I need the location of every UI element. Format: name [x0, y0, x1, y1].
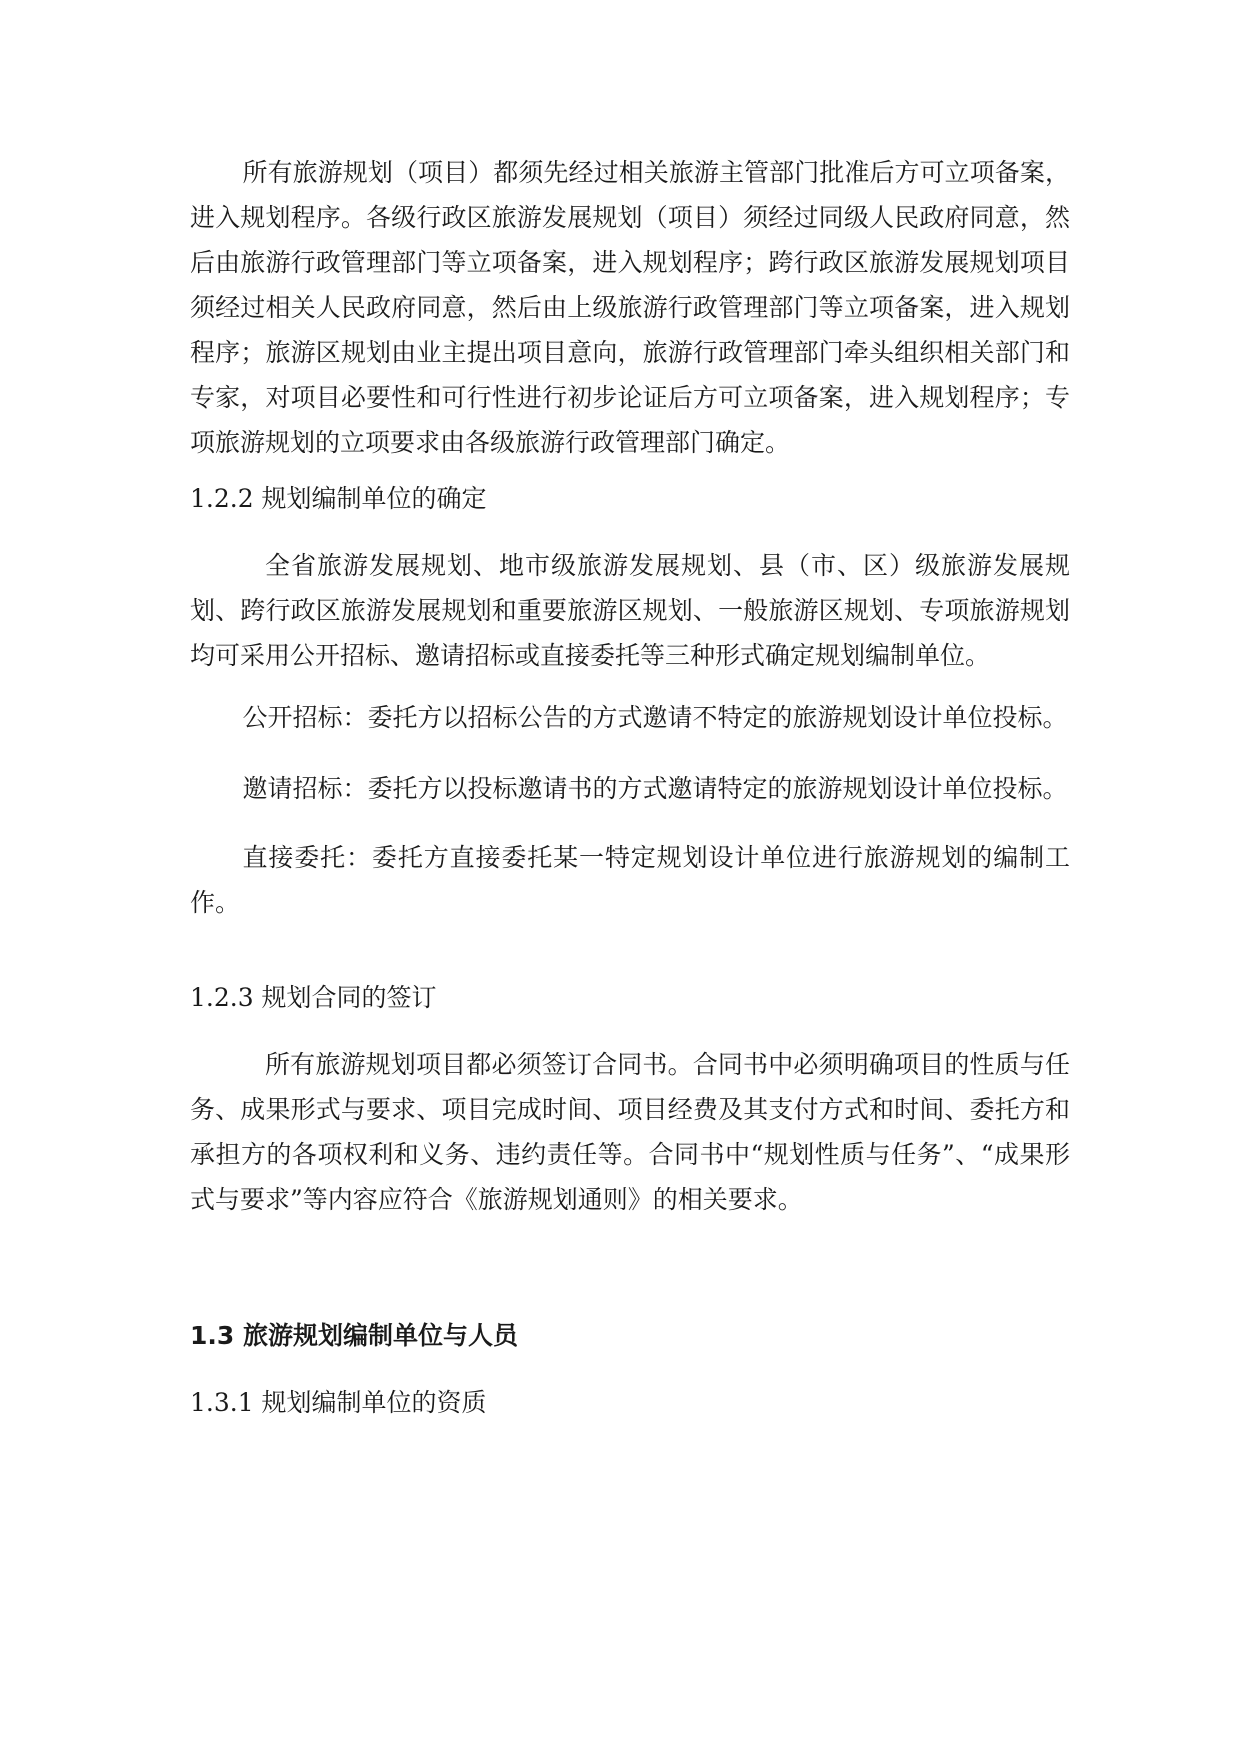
- paragraph-contract: 所有旅游规划项目都必须签订合同书。合同书中必须明确项目的性质与任务、成果形式与要求、项目完成时间、项目经费及其支付方式和时间、委托方和承担方的各项权利和义务、违约责任等。合同书中“规划性质与任务”、“成果形式与要求”等内容应符合《旅游规划通则》的相关要求。: [190, 1050, 1070, 1214]
- paragraph-open-tender: 公开招标：委托方以招标公告的方式邀请不特定的旅游规划设计单位投标。: [242, 703, 1068, 732]
- paragraph-direct-commission: 直接委托：委托方直接委托某一特定规划设计单位进行旅游规划的编制工作。: [190, 843, 1070, 917]
- heading-1-2-2: 1.2.2 规划编制单位的确定: [190, 484, 487, 513]
- paragraph-unit-selection: 全省旅游发展规划、地市级旅游发展规划、县（市、区）级旅游发展规划、跨行政区旅游发展规划和重要旅游区规划、一般旅游区规划、专项旅游规划均可采用公开招标、邀请招标或直接委托等三种形式确定规划编制单位。: [190, 551, 1070, 670]
- paragraph-invited-tender: 邀请招标：委托方以投标邀请书的方式邀请特定的旅游规划设计单位投标。: [242, 774, 1068, 803]
- heading-1-2-3: 1.2.3 规划合同的签订: [190, 983, 437, 1012]
- paragraph-project-approval: 所有旅游规划（项目）都须先经过相关旅游主管部门批准后方可立项备案，进入规划程序。各级行政区旅游发展规划（项目）须经过同级人民政府同意，然后由旅游行政管理部门等立项备案，进入规划程序；跨行政区旅游发展规划项目须经过相关人民政府同意，然后由上级旅游行政管理部门等立项备案，进入规划程序；旅游区规划由业主提出项目意向，旅游行政管理部门牵头组织相关部门和专家，对项目必要性和可行性进行初步论证后方可立项备案，进入规划程序；专项旅游规划的立项要求由各级旅游行政管理部门确定。: [190, 158, 1070, 457]
- heading-1-3: 1.3 旅游规划编制单位与人员: [190, 1321, 518, 1350]
- heading-1-3-1: 1.3.1 规划编制单位的资质: [190, 1388, 487, 1417]
